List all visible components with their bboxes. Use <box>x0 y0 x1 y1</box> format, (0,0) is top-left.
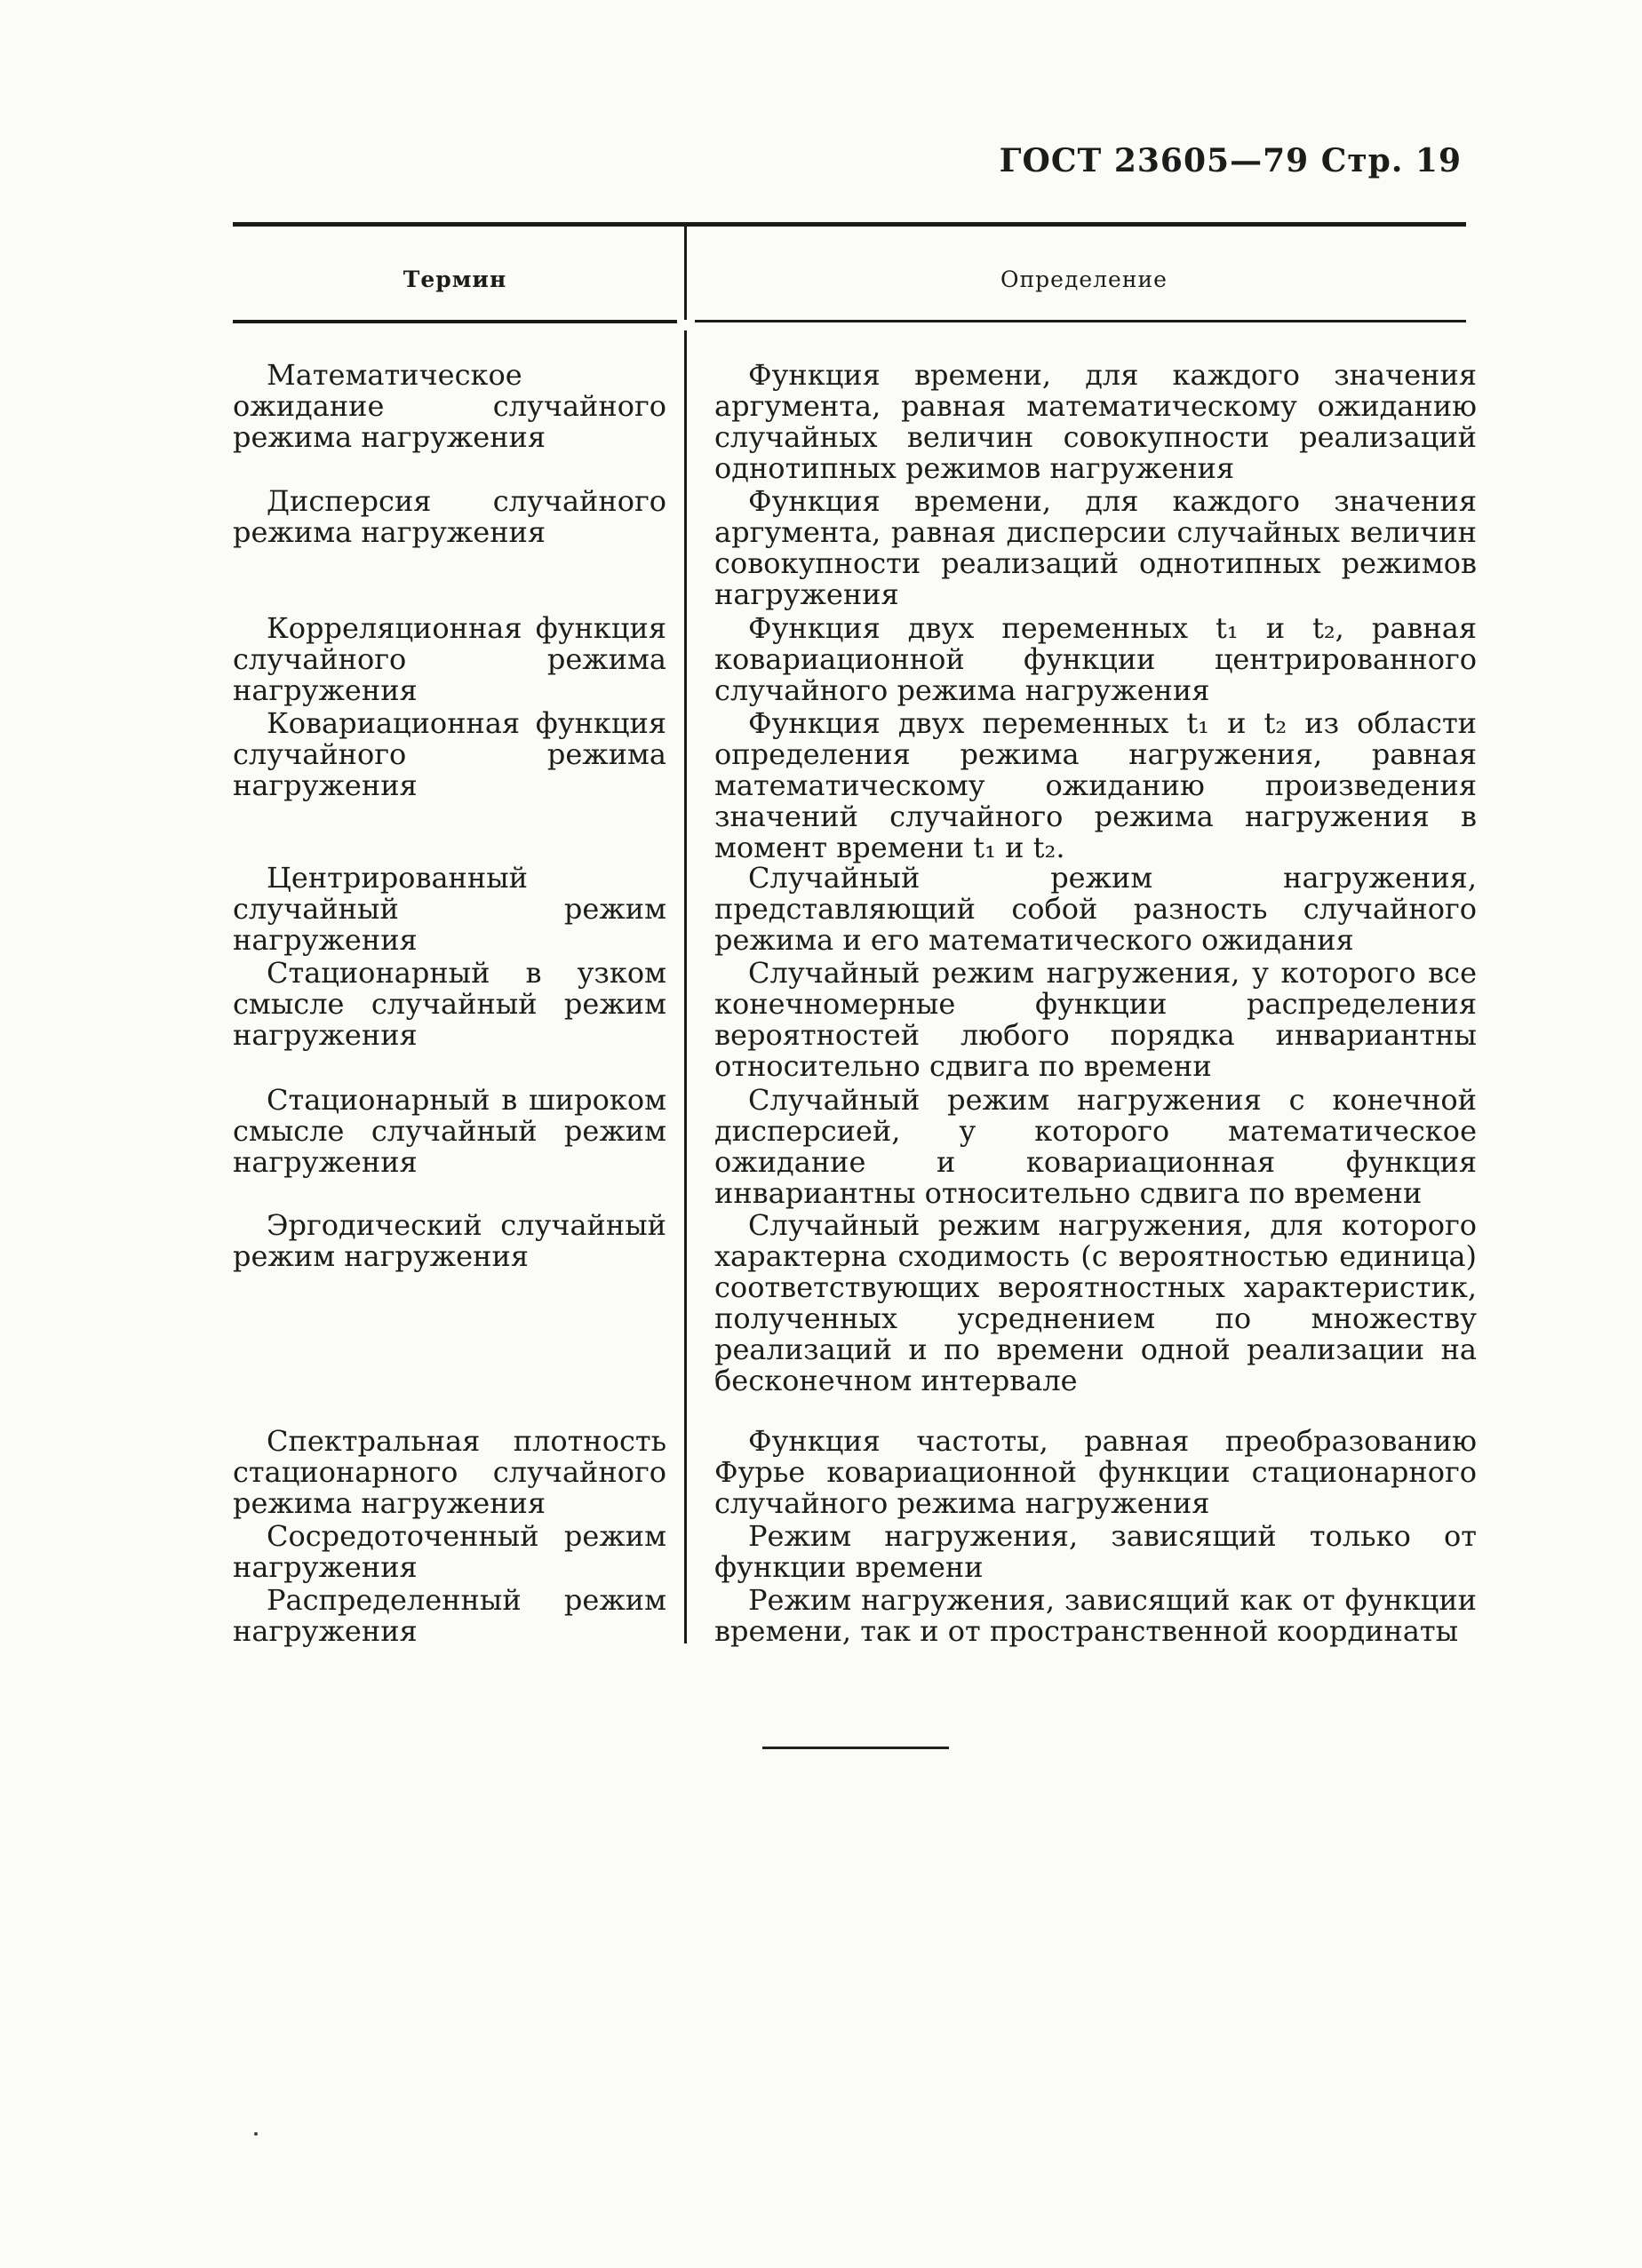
definition-cell: Случайный режим нагружения, для которого характерна сходимость (с вероятностью единица) соответствующих вероятностных характеристик, полученных усреднением по множеству реализаций и по времени одной реализации на бесконечном интервале <box>714 1208 1477 1397</box>
column-divider-header <box>684 227 687 320</box>
table-top-rule <box>233 222 1466 227</box>
definition-cell: Функция частоты, равная преобразованию Фурье ковариационной функции стационарного случайного режима нагружения <box>714 1424 1477 1520</box>
definition-cell: Функция времени, для каждого значения аргумента, равная дисперсии случайных величин совокупности реализаций однотипных режимов нагружения <box>714 484 1477 611</box>
page-header: ГОСТ 23605—79 Стр. 19 <box>999 142 1462 179</box>
definition-cell: Функция времени, для каждого значения аргумента, равная математическому ожиданию случайных величин совокупности реализаций однотипных режимов нагружения <box>714 358 1477 485</box>
term-cell: Сосредоточенный режим нагружения <box>233 1519 666 1584</box>
term-cell: Распределенный режим нагружения <box>233 1583 666 1648</box>
term-cell: Ковариационная функция случайного режима нагружения <box>233 706 666 802</box>
definition-cell: Режим нагружения, зависящий только от функции времени <box>714 1519 1477 1584</box>
definition-cell: Случайный режим нагружения, представляющий собой разность случайного режима и его математического ожидания <box>714 861 1477 957</box>
term-cell: Эргодический случайный режим нагружения <box>233 1208 666 1273</box>
column-header-definition: Определение <box>1000 267 1168 292</box>
header-bottom-rule <box>233 320 677 323</box>
term-cell: Центрированный случайный режим нагружения <box>233 861 666 957</box>
term-cell: Стационарный в широком смысле случайный режим нагружения <box>233 1083 666 1179</box>
term-cell: Стационарный в узком смысле случайный режим нагружения <box>233 956 666 1052</box>
term-cell: Математическое ожидание случайного режима нагружения <box>233 358 666 454</box>
end-of-section-rule <box>762 1747 949 1749</box>
definition-cell: Случайный режим нагружения, у которого все конечномерные функции распределения вероятностей любого порядка инвариантны относительно сдвига по времени <box>714 956 1477 1083</box>
scan-speck <box>254 2132 258 2136</box>
header-bottom-rule-right <box>695 320 1466 322</box>
term-cell: Спектральная плотность стационарного случайного режима нагружения <box>233 1424 666 1520</box>
definition-cell: Функция двух переменных t₁ и t₂ из области определения режима нагружения, равная математическому ожиданию произведения значений случайного режима нагружения в момент времени t₁ и t₂. <box>714 706 1477 864</box>
term-cell: Дисперсия случайного режима нагружения <box>233 484 666 549</box>
definition-cell: Случайный режим нагружения с конечной дисперсией, у которого математическое ожидание и ковариационная функция инвариантны относительно сдвига по времени <box>714 1083 1477 1210</box>
definition-cell: Функция двух переменных t₁ и t₂, равная ковариационной функции центрированного случайного режима нагружения <box>714 611 1477 707</box>
term-cell: Корреляционная функция случайного режима нагружения <box>233 611 666 707</box>
column-divider-body <box>684 330 687 1643</box>
definition-cell: Режим нагружения, зависящий как от функции времени, так и от пространственной координаты <box>714 1583 1477 1648</box>
column-header-term: Термин <box>403 267 507 292</box>
